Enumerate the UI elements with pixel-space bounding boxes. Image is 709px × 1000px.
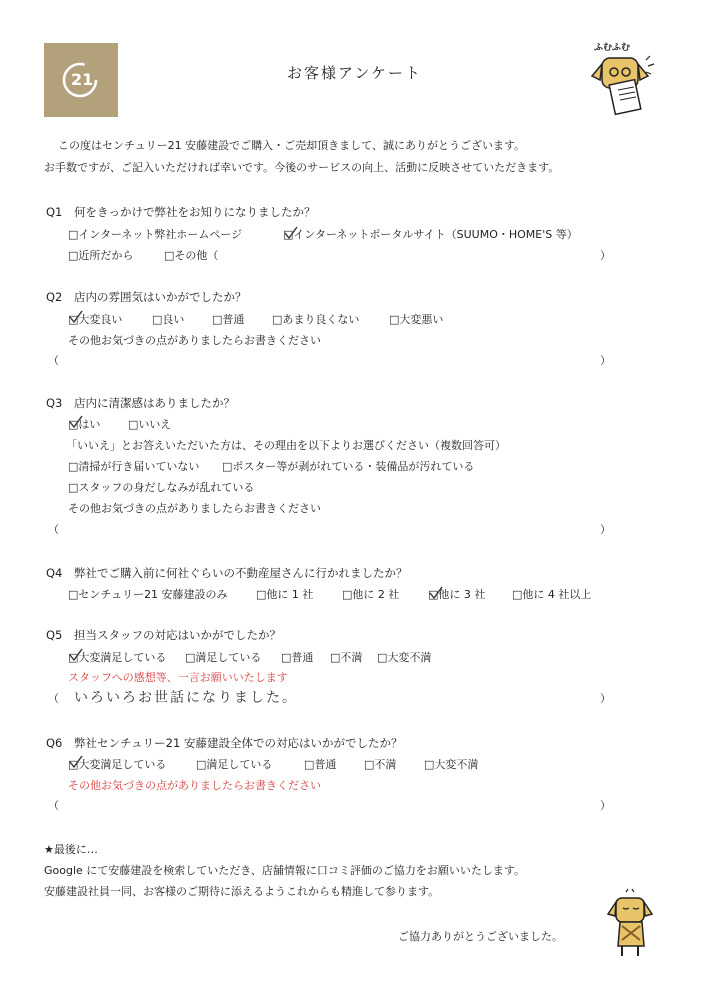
q6-option-satisfied[interactable]: □満足している xyxy=(196,758,273,771)
mascot-bowing-illustration xyxy=(606,888,656,960)
q3-yes-checkmark-icon xyxy=(68,414,84,430)
q3-option-yes[interactable]: □はい xyxy=(68,418,101,431)
q2-label: Q2 xyxy=(46,290,63,304)
q2-option-not-good[interactable]: □あまり良くない xyxy=(272,313,360,326)
q6-option-dissatisfied[interactable]: □不満 xyxy=(364,758,397,771)
q5-very-satisfied-checkmark-icon xyxy=(68,647,84,663)
intro-line-1: この度はセンチュリー21 安藤建設でご購入・ご売却頂きまして、誠にありがとうございます。 xyxy=(58,139,526,152)
q3-reason-cleaning[interactable]: □清掃が行き届いていない xyxy=(68,460,200,473)
q1-portal-checkmark-icon xyxy=(283,225,299,241)
footer-line-2: 安藤建設社員一同、お客様のご期待に添えるようこれからも精進して参ります。 xyxy=(44,885,440,898)
q2-option-very-good[interactable]: □大変良い xyxy=(68,313,123,326)
footer-thanks: ご協力ありがとうございました。 xyxy=(398,930,563,943)
q6-comment-close: ） xyxy=(600,799,611,812)
q4-option-only-us[interactable]: □センチュリー21 安藤建設のみ xyxy=(68,588,228,601)
q2-comment-close: ） xyxy=(600,354,611,367)
q6-label: Q6 xyxy=(46,736,63,750)
footer-line-1: Google にて安藤建設を検索していただき、店舗情報に口コミ評価のご協力をお願いいたします。 xyxy=(44,864,525,877)
q5-option-very-dissatisfied[interactable]: □大変不満 xyxy=(377,651,432,664)
q5-option-dissatisfied[interactable]: □不満 xyxy=(330,651,363,664)
q5-option-normal[interactable]: □普通 xyxy=(281,651,314,664)
q2-option-very-bad[interactable]: □大変悪い xyxy=(389,313,444,326)
q4-option-three-others[interactable]: □他に 3 社 xyxy=(428,588,486,601)
q2-very-good-checkmark-icon xyxy=(68,309,84,325)
q2-question: 店内の雰囲気はいかがでしたか？ xyxy=(74,290,247,304)
q5-handwritten-comment[interactable]: いろいろお世話になりました。 xyxy=(74,690,298,706)
q5-comment-prompt: スタッフへの感想等、一言お願いいたします xyxy=(68,671,288,684)
q6-comment-prompt: その他お気づきの点がありましたらお書きください xyxy=(68,779,321,792)
q5-question: 担当スタッフの対応はいかがでしたか？ xyxy=(74,628,281,642)
q4-option-four-plus[interactable]: □他に 4 社以上 xyxy=(512,588,592,601)
q4-option-two-others[interactable]: □他に 2 社 xyxy=(342,588,400,601)
q3-option-no[interactable]: □いいえ xyxy=(128,418,172,431)
q6-option-normal[interactable]: □普通 xyxy=(304,758,337,771)
footer-heading: ★最後に… xyxy=(44,843,98,856)
q5-option-very-satisfied[interactable]: □大変満足している xyxy=(68,651,167,664)
q4-option-one-other[interactable]: □他に 1 社 xyxy=(256,588,314,601)
q6-very-satisfied-checkmark-icon xyxy=(68,754,84,770)
q6-option-very-dissatisfied[interactable]: □大変不満 xyxy=(424,758,479,771)
q4-three-others-checkmark-icon xyxy=(428,585,444,601)
q6-option-very-satisfied[interactable]: □大変満足している xyxy=(68,758,167,771)
q3-comment-close: ） xyxy=(600,523,611,536)
mascot-reading-illustration xyxy=(590,40,660,120)
q5-option-satisfied[interactable]: □満足している xyxy=(185,651,262,664)
q2-option-good[interactable]: □良い xyxy=(152,313,185,326)
q1-label: Q1 xyxy=(46,205,63,219)
q4-question: 弊社でご購入前に何社ぐらいの不動産屋さんに行かれましたか？ xyxy=(74,566,408,580)
logo-text: 21 xyxy=(71,70,94,89)
q2-option-normal[interactable]: □普通 xyxy=(212,313,245,326)
q5-label: Q5 xyxy=(46,628,63,642)
q1-question: 何をきっかけで弊社をお知りになりましたか？ xyxy=(74,205,316,219)
q3-question: 店内に清潔感はありましたか？ xyxy=(74,396,235,410)
q2-comment-open: （ xyxy=(48,354,59,367)
q4-label: Q4 xyxy=(46,566,63,580)
q2-comment-prompt: その他お気づきの点がありましたらお書きください xyxy=(68,334,321,347)
q1-option-portal[interactable]: □インターネットポータルサイト（SUUMO・HOME'S 等） xyxy=(283,228,578,241)
q3-comment-open: （ xyxy=(48,523,59,536)
intro-line-2: お手数ですが、ご記入いただければ幸いです。今後のサービスの向上、活動に反映させていただきます。 xyxy=(44,161,560,174)
q3-follow-up: 「いいえ」とお答えいただいた方は、その理由を以下よりお選びください（複数回答可） xyxy=(66,439,506,452)
q5-comment-open: （ xyxy=(48,692,59,705)
q1-option-nearby[interactable]: □近所だから xyxy=(68,249,134,262)
q1-option-other[interactable]: □その他（ xyxy=(164,249,219,262)
q3-reason-staff-appearance[interactable]: □スタッフの身だしなみが乱れている xyxy=(68,481,255,494)
q6-question: 弊社センチュリー21 安藤建設全体での対応はいかがでしたか？ xyxy=(74,736,403,750)
q3-label: Q3 xyxy=(46,396,63,410)
q1-option-homepage[interactable]: □インターネット弊社ホームページ xyxy=(68,228,243,241)
q3-comment-prompt: その他お気づきの点がありましたらお書きください xyxy=(68,502,321,515)
q6-comment-open: （ xyxy=(48,799,59,812)
q3-reason-posters[interactable]: □ポスター等が剥がれている・装備品が汚れている xyxy=(222,460,475,473)
mascot-label: ふむふむ xyxy=(594,43,631,53)
q5-comment-close: ） xyxy=(600,692,611,705)
q1-other-close: ） xyxy=(600,249,611,262)
page-title: お客様アンケート xyxy=(286,64,423,82)
